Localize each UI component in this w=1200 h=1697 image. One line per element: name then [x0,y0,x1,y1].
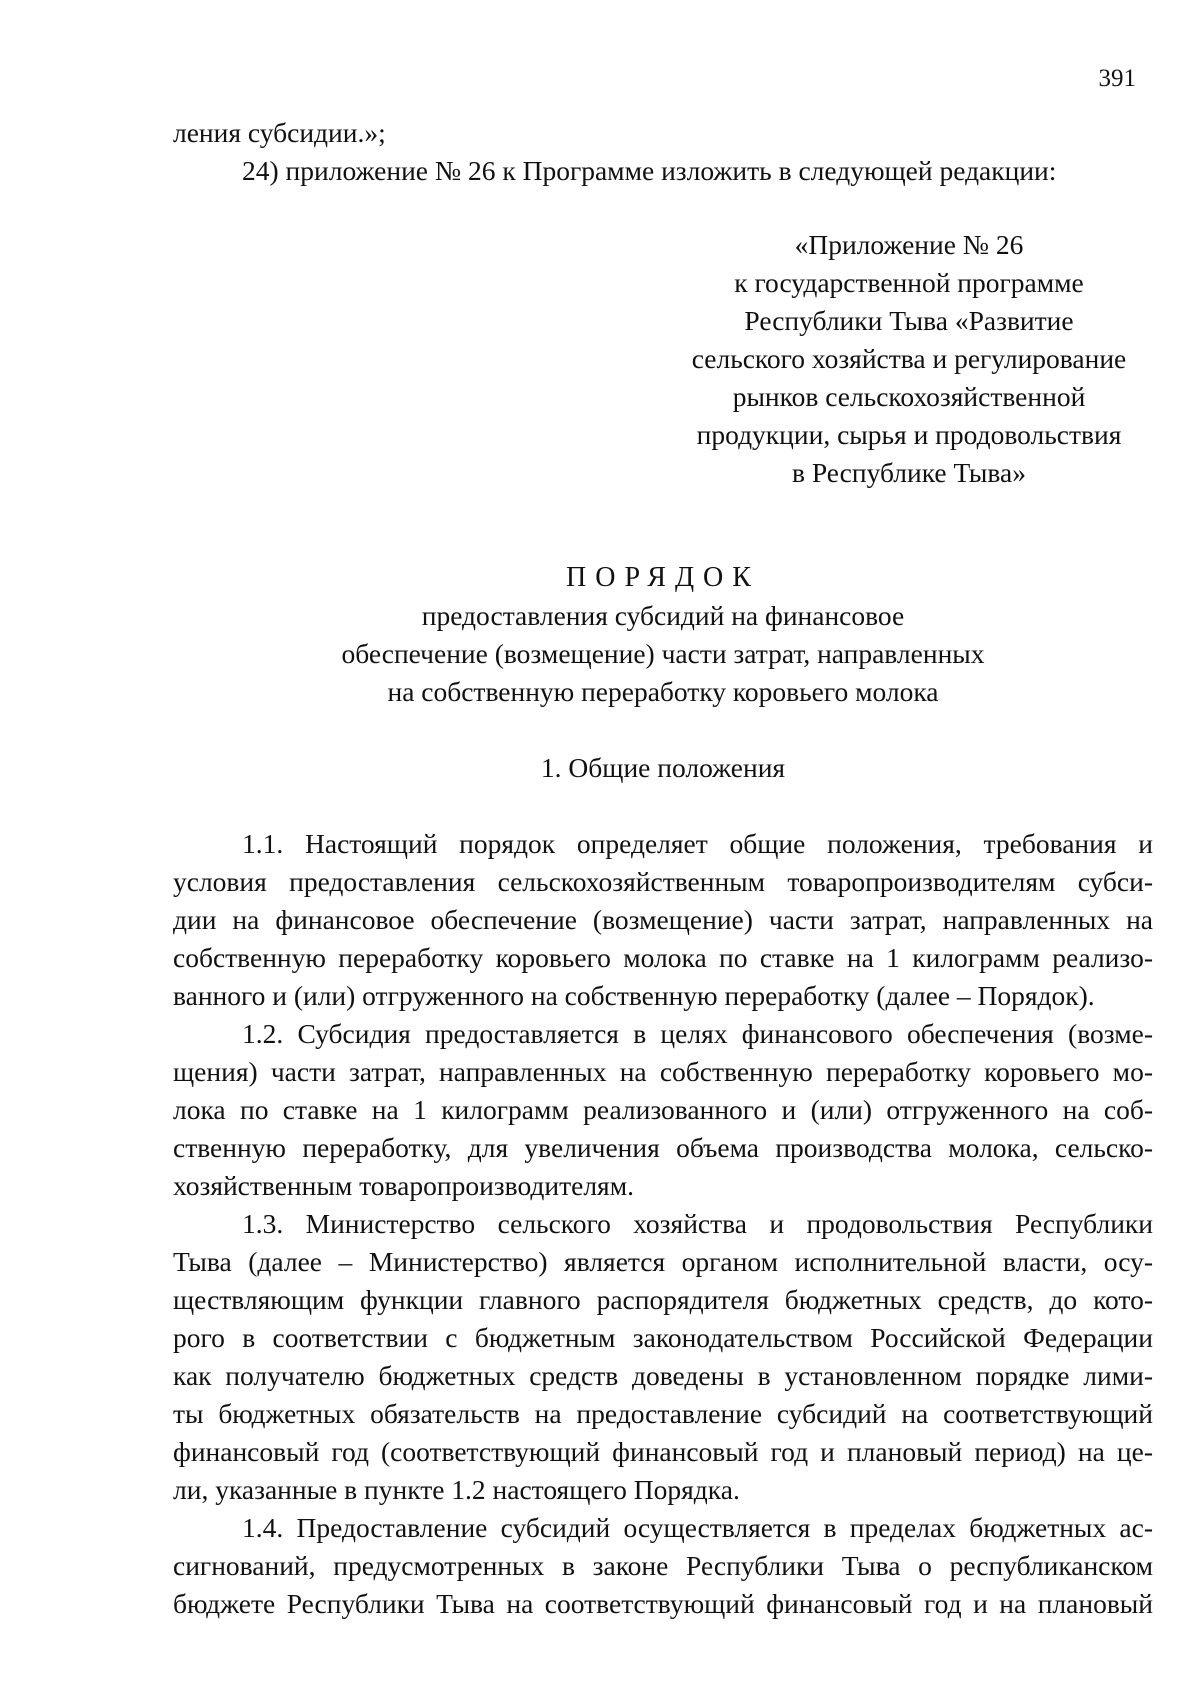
paragraph-line: 1.4. Предоставление субсидий осуществляется в пределах бюджетных ас- [242,1512,1153,1543]
paragraph-line: Тыва (далее – Министерство) является органом исполнительной власти, осу- [173,1246,1153,1277]
page-number: 391 [1098,65,1136,92]
document-subtitle-line: обеспечение (возмещение) части затрат, направленных [341,638,985,669]
appendix-line: к государственной программе [734,267,1084,298]
paragraph-line: финансовый год (соответствующий финансовый год и плановый период) на це- [173,1436,1153,1467]
appendix-line: в Республике Тыва» [792,457,1026,488]
appendix-reference [669,226,1149,492]
paragraph-line: сигнований, предусмотренных в законе Республики Тыва о республиканском [173,1550,1153,1581]
document-subtitle-line: предоставления субсидий на финансовое [421,600,905,631]
section-heading: 1. Общие положения [540,752,786,783]
paragraph-line: собственную переработку коровьего молока по ставке на 1 килограмм реализо- [173,942,1153,973]
paragraph-line: 1.1. Настоящий порядок определяет общие положения, требования и [242,828,1153,859]
paragraph-line: рого в соответствии с бюджетным законодательством Российской Федерации [173,1322,1153,1353]
paragraph-line: условия предоставления сельскохозяйственным товаропроизводителям субси- [173,866,1153,897]
paragraph-line: бюджете Республики Тыва на соответствующий финансовый год и на плановый [173,1588,1153,1619]
paragraph-1-1 [173,825,1153,1015]
paragraph-line: дии на финансовое обеспечение (возмещение) части затрат, направленных на [173,904,1153,935]
appendix-line: «Приложение № 26 [794,229,1024,260]
appendix-line: сельского хозяйства и регулирование [691,343,1127,374]
paragraphs [173,825,1153,1623]
paragraph-line: хозяйственным товаропроизводителям. [173,1170,634,1201]
document-title: ПОРЯДОК [566,562,760,593]
document-subtitle-line: на собственную переработку коровьего молока [387,676,939,707]
document-body [173,114,1153,1623]
paragraph-1-3 [173,1205,1153,1509]
paragraph-line: ли, указанные в пункте 1.2 настоящего Порядка. [173,1474,740,1505]
paragraph-line: 1.3. Министерство сельского хозяйства и продовольствия Республики [242,1208,1153,1239]
paragraph-line: лока по ставке на 1 килограмм реализованного и (или) отгруженного на соб- [173,1094,1153,1125]
paragraph-line: ственную переработку, для увеличения объема производства молока, сельско- [173,1132,1153,1163]
appendix-line: рынков сельскохозяйственной [732,381,1086,412]
appendix-line: продукции, сырья и продовольствия [696,419,1122,450]
intro-line-2: 24) приложение № 26 к Программе изложить в следующей редакции: [242,155,1057,186]
appendix-line: Республики Тыва «Развитие [744,305,1074,336]
paragraph-line: ществляющим функции главного распорядителя бюджетных средств, до кото- [173,1284,1153,1315]
paragraph-line: как получателю бюджетных средств доведены в установленном порядке лими- [173,1360,1153,1391]
paragraph-line: 1.2. Субсидия предоставляется в целях финансового обеспечения (возме- [242,1018,1153,1049]
paragraph-line: ты бюджетных обязательств на предоставление субсидий на соответствующий [173,1398,1153,1429]
paragraph-1-2 [173,1015,1153,1205]
paragraph-line: щения) части затрат, направленных на собственную переработку коровьего мо- [173,1056,1153,1087]
intro-line-1: ления субсидии.»; [173,117,386,148]
paragraph-line: ванного и (или) отгруженного на собственную переработку (далее – Порядок). [173,980,1095,1011]
paragraph-1-4 [173,1509,1153,1623]
document-title-block [173,559,1153,711]
